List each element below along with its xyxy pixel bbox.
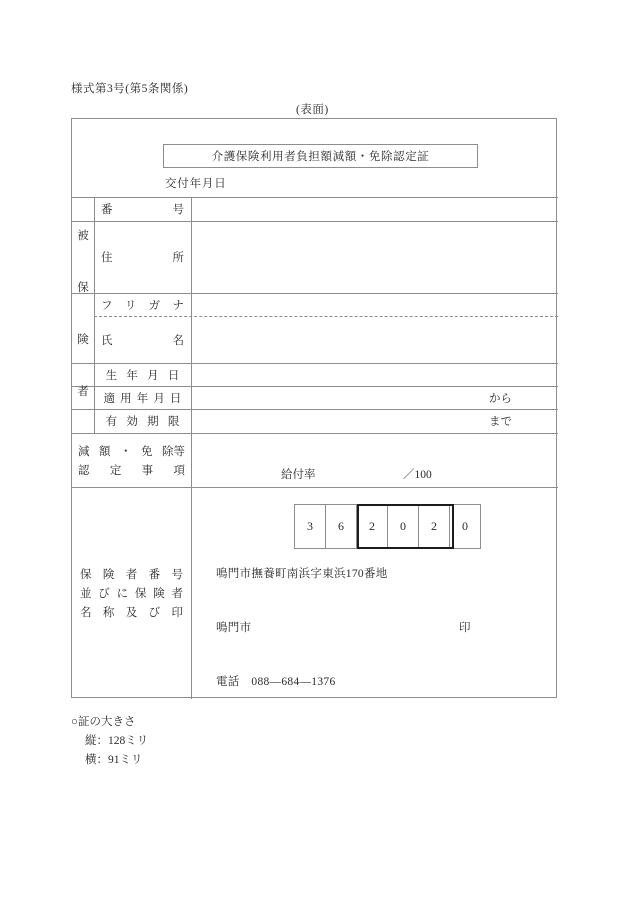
label-insurer-section (72, 487, 191, 699)
label-apply-date-char-0: 適 (103, 392, 116, 405)
benefit-rate-label: 給付率 (281, 469, 316, 481)
insurer-l1-c0: 保 (80, 569, 92, 581)
size-notes-height: 縦：128ミリ (85, 735, 149, 747)
insurer-l3-c2: 及 (125, 607, 138, 619)
insurer-l2-c1: び (98, 588, 110, 600)
reduction-l2-c0: 認 (78, 464, 90, 477)
field-apply-date[interactable]: から (489, 392, 512, 405)
reduction-l2-c2: 事 (141, 464, 154, 477)
label-address-char-0: 住 (101, 252, 113, 264)
insurer-l2-c3: 保 (134, 588, 147, 600)
insurer-digit-cell-5: 0 (449, 504, 481, 549)
label-expiry-char-2: 期 (147, 416, 159, 428)
label-furigana-char-0: フ (101, 299, 113, 312)
label-furigana (94, 293, 191, 316)
reduction-l2-c1: 定 (109, 464, 122, 477)
title-band (72, 119, 556, 197)
size-notes-heading: ○証の大きさ (71, 716, 136, 728)
insurer-l3-c4: 印 (171, 607, 183, 619)
form-number: 様式第3号(第5条関係) (71, 83, 189, 95)
label-birthdate-char-1: 年 (126, 369, 138, 382)
label-birthdate-char-0: 生 (105, 369, 118, 382)
seal-mark: 印 (459, 622, 471, 634)
label-name (94, 316, 191, 363)
label-address (94, 221, 191, 293)
page-side-label: (表面) (296, 104, 329, 116)
insurer-l1-c3: 番 (148, 569, 161, 581)
label-furigana-char-3: ナ (172, 299, 184, 312)
benefit-rate-denominator: ／100 (403, 469, 432, 481)
insurer-l2-c0: 並 (80, 588, 92, 600)
reduction-l1-c1: 額 (99, 445, 111, 458)
label-apply-date-char-1: 用 (120, 392, 132, 405)
field-number[interactable] (191, 197, 558, 221)
label-name-char-1: 名 (172, 334, 184, 347)
insurer-address: 鳴門市撫養町南浜字東浜170番地 (216, 568, 388, 580)
label-furigana-char-1: リ (124, 299, 137, 312)
size-notes (71, 713, 148, 770)
reduction-l1-c3: 免 (141, 445, 153, 458)
size-notes-width: 横：91ミリ (85, 754, 143, 766)
reduction-l1-c2: ・ (120, 445, 132, 458)
reduction-l1-c0: 減 (78, 445, 90, 458)
insurer-l2-c5: 者 (171, 588, 183, 600)
insurer-l2-c2: に (116, 588, 129, 600)
insurer-digit-cell-2: 2 (356, 504, 388, 549)
label-number-char-1: 号 (172, 204, 184, 216)
label-birthdate-char-3: 日 (167, 369, 180, 382)
insurer-l3-c3: び (148, 607, 161, 619)
insurer-l1-c4: 号 (171, 569, 183, 581)
label-expiry-char-0: 有 (105, 416, 118, 428)
insurer-digit-cell-3: 0 (387, 504, 419, 549)
insured-char-2: 険 (77, 334, 89, 347)
insurer-name: 鳴門市 (216, 622, 252, 634)
field-expiry-date[interactable]: まで (489, 416, 512, 428)
label-apply-date-char-2: 年 (136, 392, 149, 405)
label-number (94, 197, 191, 221)
insured-char-3: 者 (77, 386, 89, 399)
insurer-l1-c2: 者 (125, 569, 138, 581)
field-furigana[interactable] (191, 293, 558, 316)
insured-vertical-label (72, 197, 94, 433)
label-apply-date (94, 386, 191, 409)
insurer-telephone: 電話 088—684—1376 (216, 676, 336, 688)
label-number-char-0: 番 (101, 204, 113, 216)
issue-date-label: 交付年月日 (165, 178, 227, 190)
insurer-l1-c1: 険 (102, 569, 115, 581)
label-expiry-char-1: 効 (126, 416, 138, 428)
label-apply-date-char-3: 月 (153, 392, 165, 405)
benefit-rate-area (191, 433, 558, 487)
label-apply-date-char-4: 日 (169, 392, 182, 405)
field-name[interactable] (191, 316, 558, 363)
label-reduction-section (72, 433, 191, 487)
label-furigana-char-2: ガ (148, 299, 161, 312)
field-address[interactable] (191, 221, 558, 293)
insurer-number-cells (294, 504, 481, 549)
insurer-l2-c4: 険 (153, 588, 165, 600)
reduction-l1-c4: 除等 (162, 445, 185, 458)
insurer-l3-c1: 称 (102, 607, 115, 619)
insurer-l3-c0: 名 (80, 607, 92, 619)
insurer-digit-cell-0: 3 (294, 504, 326, 549)
insured-char-1: 保 (77, 282, 89, 295)
insured-char-0: 被 (77, 230, 89, 243)
label-expiry-char-3: 限 (167, 416, 180, 428)
insurer-digit-cell-1: 6 (325, 504, 357, 549)
label-birthdate (94, 363, 191, 386)
label-address-char-1: 所 (172, 252, 184, 264)
label-name-char-0: 氏 (101, 334, 113, 347)
label-birthdate-char-2: 月 (147, 369, 159, 382)
certificate-title: 介護保険利用者負担額減額・免除認定証 (163, 144, 478, 168)
field-birthdate[interactable] (191, 363, 558, 386)
insurer-body (191, 487, 558, 699)
label-expiry-date (94, 409, 191, 433)
reduction-l2-c3: 項 (173, 464, 185, 477)
insurer-digit-cell-4: 2 (418, 504, 450, 549)
certificate-table (71, 118, 557, 698)
